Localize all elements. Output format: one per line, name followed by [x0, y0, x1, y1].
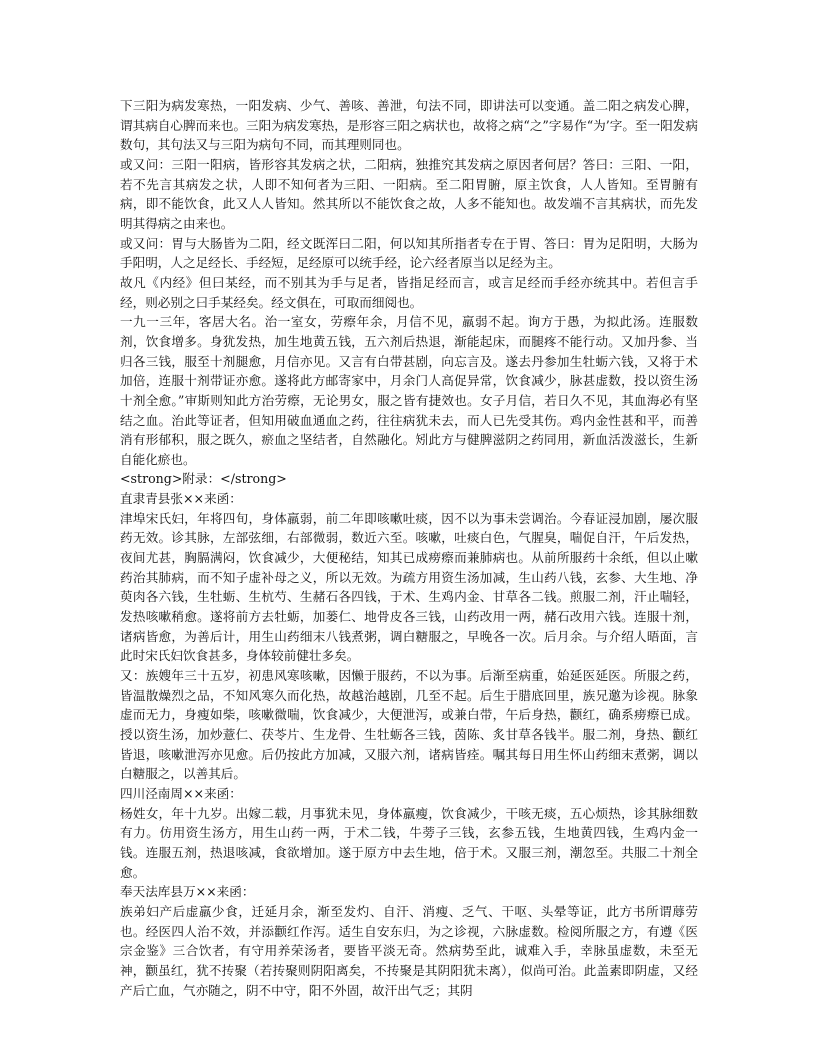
letter-body-3: 杨姓女，年十九岁。出嫁二载，月事犹未见，身体羸瘦，饮食减少，干咳无痰，五心烦热，诊其脉细数有力。仿用资生汤方，用生山药一两，于术二钱，牛蒡子三钱，玄参五钱，生地黄四钱，生鸡内金一钱。连服五剂，热退咳减，食欲增加。遂于原方中去生地，倍于术。又服三剂，潮忽至。共服二十剂全愈。	[120, 805, 698, 880]
paragraph-3: 或又问：胃与大肠皆为二阳，经文既浑曰二阳，何以知其所指者专在于胃、答曰：胃为足阳明，大肠为手阳明，人之足经长、手经短，足经原可以统手经，论六经者原当以足经为主。	[120, 235, 698, 271]
document-page	[120, 96, 698, 1000]
paragraph-4: 故凡《内经》但曰某经，而不别其为手与足者，皆指足经而言，或言足经而手经亦统其中。若但言手经，则必别之曰手某经矣。经文俱在，可取而细阅也。	[120, 274, 698, 310]
appendix-heading: <strong>附录：</strong>	[120, 471, 287, 487]
letter-body-2: 又：族嫂年三十五岁，初患风寒咳嗽，因懒于服药，不以为事。后渐至病重，始延医延医。所服之药，皆温散燥烈之品，不知风寒久而化热，故越治越剧，几至不起。后生于腊底回里，族兄邀为诊视。脉象虚而无力，身瘦如柴，咳嗽微喘，饮食减少，大便泄泻，或兼白带，午后身热，颧红，确系痨瘵已成。授以资生汤，加炒薏仁、茯苓片、生龙骨、生牡蛎各三钱，茵陈、炙甘草各钱半。服二剂，身热、颧红皆退，咳嗽泄泻亦见愈。后仍按此方加减，又服六剂，诸病皆痊。嘱其每日用生怀山药细末煮粥，调以白糖服之，以善其后。	[120, 668, 698, 782]
paragraph-1: 下三阳为病发寒热，一阳发病、少气、善咳、善泄，句法不同，即讲法可以变通。盖二阳之病发心脾，谓其病自心脾而来也。三阳为病发寒热，是形容三阳之病状也，故将之病“之”字易作“为’字。至一阳发病数句，其句法又与三阳为病句不同，而其理则同也。	[120, 98, 698, 153]
paragraph-5: 一九一三年，客居大名。治一室女，劳瘵年余，月信不见，羸弱不起。询方于愚，为拟此汤。连服数剂，饮食增多。身犹发热，加生地黄五钱，五六剂后热退，渐能起床，而腿疼不能行动。又加丹参、当归各三钱，服至十剂腿愈，月信亦见。又言有白带甚剧，向忘言及。遂去丹参加生牡蛎六钱，又将于术加倍，连服十剂带证亦愈。遂将此方邮寄家中，月余门人高促异常，饮食减少，脉甚虚数，投以资生汤十剂全愈。”审斯则知此方治劳瘵，无论男女，服之皆有捷效也。女子月信，若日久不见，其血海必有坚结之血。治此等证者，但知用破血通血之药，往往病犹未去，而人已先受其伤。鸡内金性甚和平，而善消有形郁积，服之既久，瘀血之坚结者，自然融化。矧此方与健脾滋阴之药同用，新血活泼滋长，生新自能化瘀也。	[120, 314, 698, 467]
letter-body-1: 津埠宋氏妇，年将四旬，身体羸弱，前二年即咳嗽吐痰，因不以为事未尝调治。今春证浸加剧，屡次服药无效。诊其脉，左部弦细，右部微弱，数近六至。咳嗽，吐痰白色，气腥臭，喘促自汗，午后发热，夜间尤甚，胸膈满闷，饮食减少，大便秘结，知其已成痨瘵而兼肺病也。从前所服药十余纸，但以止嗽药治其肺病，而不知子虚补母之义，所以无效。为疏方用资生汤加减，生山药八钱，玄参、大生地、净萸肉各六钱，生牡蛎、生杭芍、生赭石各四钱，于术、生鸡内金、甘草各二钱。煎服二剂，汗止喘轻，发热咳嗽稍愈。遂将前方去牡蛎，加蒌仁、地骨皮各三钱，山药改用一两，赭石改用六钱。连服十剂，诸病皆愈，为善后计，用生山药细末八钱煮粥，调白糖服之，早晚各一次。后月余。与介绍人晤面，言此时宋氏妇饮食甚多，身体较前健壮多矣。	[120, 510, 698, 664]
paragraph-2: 或又问：三阳一阳病，皆形容其发病之状，二阳病，独推究其发病之原因者何居？答曰：三阳、一阳，若不先言其病发之状，人即不知何者为三阳、一阳病。至二阳胃腑，原主饮食，人人皆知。至胃腑有病，即不能饮食，此又人人皆知。然其所以不能饮食之故，人多不能知也。故发端不言其病状，而先发明其得病之由来也。	[120, 156, 698, 231]
letter-header-1: 直隶青县张××来函：	[120, 491, 242, 507]
letter-header-2: 四川泾南周××来函：	[120, 785, 242, 801]
letter-body-4: 族弟妇产后虚羸少食，迁延月余，渐至发灼、自汗、消瘦、乏气、干呕、头晕等证，此方书所谓蓐劳也。经医四人治不效，并添颧红作泻。适生自安东归，为之诊视，六脉虚数。检阅所服之方，有遵《医宗金鉴》三合饮者，有守用养荣汤者，要皆平淡无奇。然病势至此，诚难入手，幸脉虽虚数，未至无神，颧虽红，犹不抟聚（若抟聚则阴阳离矣，不抟聚是其阴阳犹未离），似尚可治。此盖素即阴虚，又经产后亡血，气亦随之，阴不中守，阳不外固，故汗出气乏；其阴	[120, 903, 698, 998]
letter-header-3: 奉天法库县万××来函：	[120, 884, 255, 900]
